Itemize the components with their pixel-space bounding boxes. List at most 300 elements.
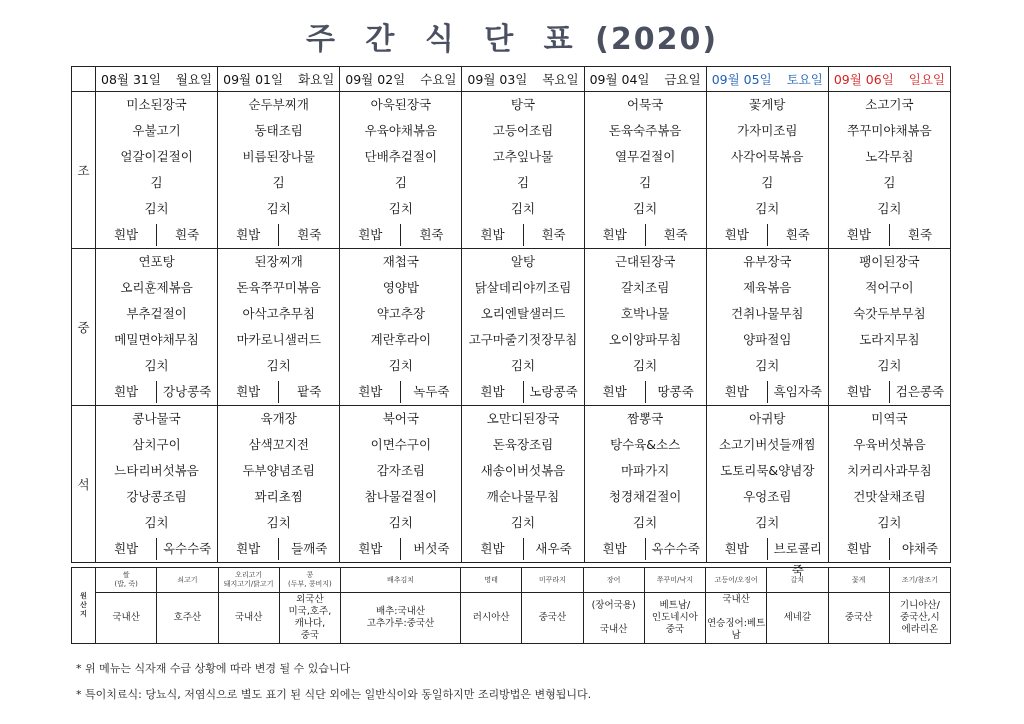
menu-row <box>72 196 951 222</box>
day-weekday: 월요일 <box>175 72 213 87</box>
menu-item: 김치 <box>96 353 218 379</box>
menu-row <box>72 458 951 484</box>
rice-cell <box>462 222 584 249</box>
menu-item: 김치 <box>706 196 828 222</box>
rice-main: 흰밥 <box>462 538 523 560</box>
menu-item: 단배추겉절이 <box>340 144 462 170</box>
menu-item: 미소된장국 <box>96 92 218 119</box>
meal-label <box>72 249 96 406</box>
origin-country <box>889 593 950 644</box>
rice-pair <box>829 224 950 246</box>
origin-ingredient-text: 배추김치 <box>386 575 415 584</box>
menu-item: 김치 <box>828 510 950 536</box>
weekly-menu-table <box>71 66 951 578</box>
menu-item: 김치 <box>462 196 584 222</box>
menu-item: 청경채겉절이 <box>584 484 706 510</box>
menu-item: 김치 <box>96 196 218 222</box>
rice-porridge: 브로콜리죽 <box>773 541 822 578</box>
menu-wrapper <box>71 66 951 644</box>
corner-cell <box>72 67 96 92</box>
menu-item: 닭살데리야끼조림 <box>462 275 584 301</box>
day-weekday: 금요일 <box>664 72 701 87</box>
day-weekday: 토요일 <box>786 72 823 87</box>
day-header-content <box>707 70 828 88</box>
menu-item: 오리훈제볶음 <box>96 275 218 301</box>
meal-label-text: 석 <box>77 477 90 492</box>
day-date: 09월 05일 <box>711 72 772 87</box>
rice-row <box>72 222 951 249</box>
origin-country <box>522 593 583 644</box>
menu-item: 영양밥 <box>340 275 462 301</box>
menu-row <box>72 353 951 379</box>
menu-item: 마카로니샐러드 <box>218 327 340 353</box>
rice-pair <box>707 538 828 578</box>
origin-country-text: (장어국용) 국내산 <box>591 600 636 635</box>
day-date: 09월 03일 <box>467 72 528 87</box>
origin-country <box>767 593 828 644</box>
origin-ingredient-text: 꽃게 <box>851 575 866 584</box>
menu-item: 김치 <box>96 510 218 536</box>
menu-item: 약고추장 <box>340 301 462 327</box>
menu-item: 가자미조림 <box>706 118 828 144</box>
rice-cell <box>584 536 706 563</box>
rice-main: 흰밥 <box>340 538 401 560</box>
rice-pair <box>340 381 461 403</box>
origin-ingredient-text: 오리고기 돼지고기/닭고기 <box>223 571 274 588</box>
rice-cell <box>340 536 462 563</box>
rice-pair <box>462 224 583 246</box>
menu-item: 마파가지 <box>584 458 706 484</box>
rice-pair <box>829 538 950 560</box>
rice-main: 흰밥 <box>218 538 279 560</box>
rice-row <box>72 536 951 563</box>
menu-row <box>72 510 951 536</box>
origin-country-text: 외국산 미국,호주, 캐나다, 중국 <box>288 594 332 641</box>
menu-item: 꽈리초찜 <box>218 484 340 510</box>
menu-item: 두부양념조림 <box>218 458 340 484</box>
rice-main: 흰밥 <box>340 381 401 403</box>
rice-porridge: 흰죽 <box>907 227 933 242</box>
menu-item: 김치 <box>706 510 828 536</box>
menu-item: 새송이버섯볶음 <box>462 458 584 484</box>
origin-country <box>644 593 705 644</box>
origin-country <box>157 593 218 644</box>
rice-main: 흰밥 <box>96 381 157 403</box>
menu-item: 탕수육&소스 <box>584 432 706 458</box>
menu-item: 김치 <box>340 510 462 536</box>
rice-porridge: 흰죽 <box>785 227 810 242</box>
title-main: 주 간 식 단 표 <box>305 22 583 57</box>
menu-item: 김 <box>584 170 706 196</box>
note-2: * 특이치료식: 당뇨식, 저염식으로 별도 표기 된 식단 외에는 일반식이와 동일하지만 조리방법은 변형됩니다. <box>76 688 592 701</box>
rice-porridge: 흰죽 <box>175 227 200 242</box>
rice-main: 흰밥 <box>218 224 279 246</box>
menu-item: 아삭고추무침 <box>218 301 340 327</box>
origin-country <box>706 593 767 644</box>
menu-item: 호박나물 <box>584 301 706 327</box>
menu-item: 김 <box>218 170 340 196</box>
origin-country <box>461 593 522 644</box>
rice-porridge: 흰죽 <box>663 227 688 242</box>
rice-porridge: 땅콩죽 <box>657 384 694 399</box>
origin-ingredient-text: 명태 <box>484 575 498 584</box>
rice-pair <box>218 381 339 403</box>
rice-pair <box>585 224 706 246</box>
menu-item: 된장찌개 <box>218 249 340 276</box>
rice-porridge: 흰죽 <box>297 227 322 242</box>
day-header <box>828 67 950 92</box>
menu-row <box>72 484 951 510</box>
menu-item: 비름된장나물 <box>218 144 340 170</box>
day-header-content <box>585 70 706 88</box>
origin-country-text: 베트남/ 인도네시아 중국 <box>651 600 698 635</box>
menu-item: 계란후라이 <box>340 327 462 353</box>
rice-cell <box>340 379 462 406</box>
rice-cell <box>584 379 706 406</box>
menu-item: 육개장 <box>218 406 340 433</box>
day-weekday: 화요일 <box>298 72 335 87</box>
menu-item: 짬뽕국 <box>584 406 706 433</box>
menu-item: 어묵국 <box>584 92 706 119</box>
menu-item: 느타리버섯볶음 <box>96 458 218 484</box>
rice-porridge: 버섯죽 <box>413 541 450 556</box>
rice-cell <box>462 536 584 563</box>
menu-row <box>72 92 951 119</box>
day-header-content <box>829 70 950 88</box>
rice-pair <box>707 381 828 403</box>
rice-main: 흰밥 <box>707 538 768 560</box>
rice-row <box>72 379 951 406</box>
origin-ingredient <box>706 568 767 593</box>
menu-item: 감자조림 <box>340 458 462 484</box>
rice-cell <box>462 379 584 406</box>
origin-ingredient-text: 쇠고기 <box>177 575 198 584</box>
rice-cell <box>706 536 828 578</box>
origin-ingredient-text: 조기/참조기 <box>901 575 938 584</box>
rice-cell <box>218 379 340 406</box>
rice-cell <box>218 536 340 563</box>
rice-pair <box>96 224 217 246</box>
origin-label-text: 원 산 지 <box>80 592 87 618</box>
origin-country-text: 중국산 <box>844 612 873 623</box>
menu-item: 소고기버섯들깨찜 <box>706 432 828 458</box>
meal-label-text: 중 <box>77 320 90 335</box>
rice-porridge: 검은콩죽 <box>895 384 945 399</box>
rice-pair <box>585 538 706 560</box>
rice-pair <box>829 381 950 403</box>
rice-pair <box>96 538 217 560</box>
menu-item: 부추겉절이 <box>96 301 218 327</box>
menu-item: 탕국 <box>462 92 584 119</box>
menu-item: 고추잎나물 <box>462 144 584 170</box>
day-weekday: 일요일 <box>908 72 945 87</box>
rice-cell <box>828 536 950 563</box>
menu-item: 유부장국 <box>706 249 828 276</box>
origin-country <box>828 593 889 644</box>
rice-main: 흰밥 <box>829 381 890 403</box>
origin-ingredient-text: 쭈꾸미/낙지 <box>656 575 693 584</box>
day-date: 09월 01일 <box>223 72 284 87</box>
menu-row <box>72 275 951 301</box>
menu-item: 우육야채볶음 <box>340 118 462 144</box>
menu-item: 김치 <box>584 196 706 222</box>
rice-porridge: 노랑콩죽 <box>529 384 578 399</box>
origin-ingredient <box>218 568 279 593</box>
menu-item: 김 <box>340 170 462 196</box>
menu-item: 김치 <box>828 196 950 222</box>
menu-item: 적어구이 <box>828 275 950 301</box>
menu-item: 돈육쭈꾸미볶음 <box>218 275 340 301</box>
rice-pair <box>340 224 461 246</box>
origin-country-text: 국내산 <box>234 612 263 623</box>
menu-item: 근대된장국 <box>584 249 706 276</box>
day-header-content <box>462 70 583 88</box>
menu-item: 김치 <box>828 353 950 379</box>
menu-item: 김치 <box>340 353 462 379</box>
menu-item: 양파절임 <box>706 327 828 353</box>
menu-item: 김 <box>462 170 584 196</box>
day-date: 09월 06일 <box>833 72 894 87</box>
day-header <box>584 67 706 92</box>
rice-pair <box>218 224 339 246</box>
origin-ingredient-text: 고등어/오징어 <box>714 575 758 584</box>
origin-country-text: 배추:국내산 고추가루:중국산 <box>366 606 435 629</box>
rice-pair <box>707 224 828 246</box>
menu-item: 우불고기 <box>96 118 218 144</box>
menu-item: 돈육숙주볶음 <box>584 118 706 144</box>
rice-pair <box>462 538 583 560</box>
note-1: * 위 메뉴는 식자재 수급 상황에 따라 변경 될 수 있습니다 <box>76 662 351 675</box>
rice-main: 흰밥 <box>96 224 157 246</box>
rice-porridge: 흑임자죽 <box>773 384 822 399</box>
menu-item: 건취나물무침 <box>706 301 828 327</box>
rice-main: 흰밥 <box>340 224 401 246</box>
rice-main: 흰밥 <box>462 224 523 246</box>
day-date: 09월 04일 <box>589 72 650 87</box>
menu-item: 재첩국 <box>340 249 462 276</box>
menu-row <box>72 432 951 458</box>
day-date: 08월 31일 <box>101 72 161 87</box>
rice-porridge: 들깨죽 <box>291 541 328 556</box>
origin-country <box>96 593 157 644</box>
menu-item: 고구마줄기젓장무침 <box>462 327 584 353</box>
menu-item: 숙갓두부무침 <box>828 301 950 327</box>
rice-pair <box>340 538 461 560</box>
rice-porridge: 흰죽 <box>541 227 566 242</box>
menu-item: 김치 <box>584 510 706 536</box>
rice-cell <box>340 222 462 249</box>
menu-item: 김치 <box>584 353 706 379</box>
origin-ingredient-text: 미꾸라지 <box>538 575 566 584</box>
origin-ingredient-text: 장어 <box>606 575 621 584</box>
menu-item: 강낭콩조림 <box>96 484 218 510</box>
origin-ingredient <box>279 568 340 593</box>
rice-main: 흰밥 <box>96 538 157 560</box>
day-header-row <box>72 67 951 92</box>
rice-porridge: 팥죽 <box>297 384 322 399</box>
rice-porridge: 새우죽 <box>535 541 572 556</box>
origin-label <box>72 568 96 644</box>
menu-item: 소고기국 <box>828 92 950 119</box>
meal-label-text: 조 <box>77 163 90 178</box>
origin-ingredient <box>341 568 461 593</box>
menu-item: 열무겉절이 <box>584 144 706 170</box>
origin-ingredient-text: 콩 (두부, 콩비지) <box>288 571 332 588</box>
menu-item: 건맛살채조림 <box>828 484 950 510</box>
menu-item: 이면수구이 <box>340 432 462 458</box>
menu-row <box>72 118 951 144</box>
menu-item: 김치 <box>218 196 340 222</box>
menu-item: 오만디된장국 <box>462 406 584 433</box>
menu-item: 치커리사과무침 <box>828 458 950 484</box>
menu-item: 참나물겉절이 <box>340 484 462 510</box>
menu-item: 오리엔탈샐러드 <box>462 301 584 327</box>
menu-row <box>72 301 951 327</box>
rice-pair <box>462 381 583 403</box>
origin-ingredient <box>828 568 889 593</box>
menu-item: 알탕 <box>462 249 584 276</box>
rice-cell <box>828 222 950 249</box>
rice-cell <box>706 379 828 406</box>
day-header-content <box>340 70 461 88</box>
menu-row <box>72 144 951 170</box>
rice-main: 흰밥 <box>585 224 646 246</box>
menu-item: 김치 <box>706 353 828 379</box>
day-header <box>340 67 462 92</box>
rice-porridge: 옥수수죽 <box>651 541 700 556</box>
origin-ingredient <box>522 568 583 593</box>
menu-item: 삼치구이 <box>96 432 218 458</box>
menu-item: 동태조림 <box>218 118 340 144</box>
menu-row <box>72 170 951 196</box>
origin-country-text: 기니아산/ 중국산,시 에라리온 <box>899 600 940 635</box>
rice-main: 흰밥 <box>585 381 646 403</box>
origin-ingredient <box>644 568 705 593</box>
menu-item: 아욱된장국 <box>340 92 462 119</box>
rice-porridge: 흰죽 <box>419 227 444 242</box>
menu-item: 제육볶음 <box>706 275 828 301</box>
rice-cell <box>96 536 218 563</box>
menu-item: 북어국 <box>340 406 462 433</box>
origin-ingredient <box>157 568 218 593</box>
day-header <box>96 67 218 92</box>
day-header <box>706 67 828 92</box>
day-date: 09월 02일 <box>345 72 406 87</box>
rice-cell <box>706 222 828 249</box>
rice-porridge: 옥수수죽 <box>162 541 212 556</box>
menu-item: 우엉조림 <box>706 484 828 510</box>
menu-item: 도라지무침 <box>828 327 950 353</box>
menu-item: 아귀탕 <box>706 406 828 433</box>
menu-item: 갈치조림 <box>584 275 706 301</box>
day-header-content <box>218 70 339 88</box>
menu-item: 김치 <box>218 353 340 379</box>
menu-item: 깨순나물무침 <box>462 484 584 510</box>
menu-item: 고등어조림 <box>462 118 584 144</box>
rice-main: 흰밥 <box>585 538 646 560</box>
menu-item: 미역국 <box>828 406 950 433</box>
origin-country-text: 호주산 <box>173 612 202 623</box>
title-year: (2020) <box>595 22 719 57</box>
origin-ingredient <box>461 568 522 593</box>
origin-ingredient <box>583 568 644 593</box>
rice-pair <box>585 381 706 403</box>
day-header <box>218 67 340 92</box>
meal-label <box>72 406 96 563</box>
meal-label <box>72 92 96 249</box>
origin-country-text: 국내산 연승징어:베트남 <box>706 594 766 641</box>
menu-item: 김치 <box>218 510 340 536</box>
day-weekday: 목요일 <box>542 72 579 87</box>
origin-table <box>71 567 951 644</box>
origin-country-text: 러시아산 <box>472 612 510 623</box>
menu-item: 쭈꾸미야채볶음 <box>828 118 950 144</box>
origin-ingredient <box>96 568 157 593</box>
rice-pair <box>96 381 217 403</box>
day-header-content <box>96 70 217 88</box>
menu-row <box>72 406 951 433</box>
rice-cell <box>96 379 218 406</box>
rice-porridge: 강낭콩죽 <box>162 384 212 399</box>
rice-main: 흰밥 <box>218 381 279 403</box>
rice-porridge: 야채죽 <box>901 541 939 556</box>
rice-cell <box>828 379 950 406</box>
origin-country <box>341 593 461 644</box>
rice-main: 흰밥 <box>707 224 768 246</box>
menu-item: 연포탕 <box>96 249 218 276</box>
menu-item: 도토리묵&양념장 <box>706 458 828 484</box>
rice-main: 흰밥 <box>829 538 890 560</box>
day-weekday: 수요일 <box>420 72 457 87</box>
menu-item: 콩나물국 <box>96 406 218 433</box>
rice-cell <box>96 222 218 249</box>
menu-item: 김치 <box>462 510 584 536</box>
page-title <box>0 14 1024 58</box>
menu-item: 돈육장조림 <box>462 432 584 458</box>
origin-country-text: 국내산 <box>112 612 140 623</box>
menu-item: 삼색꼬지전 <box>218 432 340 458</box>
menu-item: 꽃게탕 <box>706 92 828 119</box>
menu-item: 팽이된장국 <box>828 249 950 276</box>
origin-country <box>279 593 340 644</box>
menu-row <box>72 249 951 276</box>
origin-country-text: 중국산 <box>538 612 567 623</box>
menu-item: 순두부찌개 <box>218 92 340 119</box>
origin-ingredient-text: 갈치 <box>790 575 805 584</box>
rice-cell <box>584 222 706 249</box>
menu-item: 김 <box>96 170 218 196</box>
rice-main: 흰밥 <box>829 224 890 246</box>
rice-pair <box>218 538 339 560</box>
menu-item: 김 <box>828 170 950 196</box>
menu-item: 김치 <box>462 353 584 379</box>
menu-item: 메밀면야채무침 <box>96 327 218 353</box>
day-header <box>462 67 584 92</box>
menu-item: 우육버섯볶음 <box>828 432 950 458</box>
rice-cell <box>218 222 340 249</box>
rice-main: 흰밥 <box>707 381 768 403</box>
rice-main: 흰밥 <box>462 381 523 403</box>
menu-item: 사각어묵볶음 <box>706 144 828 170</box>
menu-item: 얼갈이겉절이 <box>96 144 218 170</box>
origin-ingredient-text: 쌀 (밥, 죽) <box>114 571 138 588</box>
menu-item: 노각무침 <box>828 144 950 170</box>
menu-item: 김치 <box>340 196 462 222</box>
menu-item: 오이양파무침 <box>584 327 706 353</box>
menu-item: 김 <box>706 170 828 196</box>
menu-row <box>72 327 951 353</box>
rice-porridge: 녹두죽 <box>413 384 450 399</box>
